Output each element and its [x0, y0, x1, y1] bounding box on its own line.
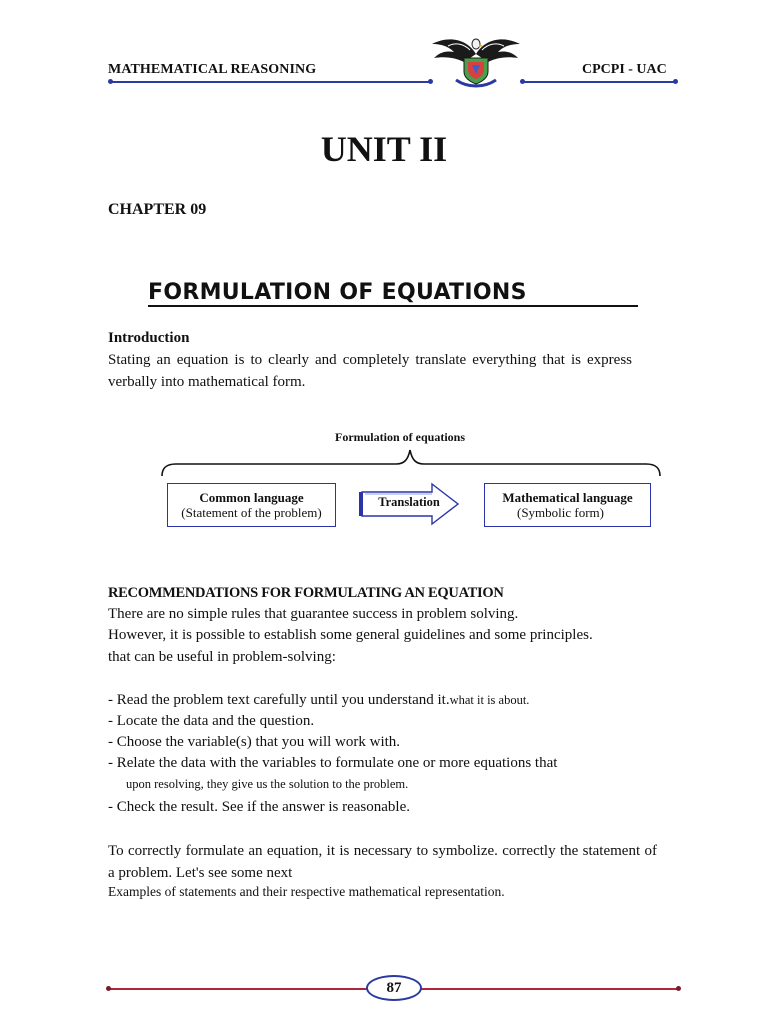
mathematical-language-box [484, 483, 651, 527]
footer-rule-dot [106, 986, 111, 991]
mathematical-language-sublabel: (Symbolic form) [516, 505, 604, 520]
list-item: - Choose the variable(s) that you will work with. [108, 734, 401, 750]
header-right-title: CPCPI - UAC [582, 62, 667, 77]
common-language-label: Common language [199, 490, 304, 505]
page-number: 87 [366, 975, 422, 1001]
common-language-sublabel: (Statement of the problem) [181, 505, 322, 520]
list-item-text: - Read the problem text carefully until you understand it. [108, 692, 450, 708]
chapter-label: CHAPTER 09 [108, 201, 207, 218]
unit-title: UNIT II [320, 129, 448, 169]
diagram-title: Formulation of equations [334, 430, 465, 444]
recommendations-line-1: There are no simple rules that guarantee success in problem solving. [108, 606, 519, 622]
list-item-small-text: what it is about. [449, 693, 530, 707]
mathematical-language-label: Mathematical language [502, 490, 633, 505]
list-item: - Locate the data and the question. [108, 713, 315, 729]
section-title-underline [148, 305, 638, 307]
list-item [108, 692, 529, 709]
introduction-text: Stating an equation is to clearly and completely translate everything that is express verbally into mathematical form. [108, 352, 632, 390]
curly-brace-icon [160, 446, 662, 480]
section-title: FORMULATION OF EQUATIONS [148, 280, 527, 305]
header-rule-dot [673, 79, 678, 84]
header-left-title: MATHEMATICAL REASONING [108, 62, 317, 77]
footer-rule-dot [676, 986, 681, 991]
closing-small-line: Examples of statements and their respective mathematical representation. [108, 884, 505, 899]
introduction-heading: Introduction [108, 330, 190, 346]
list-item: - Check the result. See if the answer is reasonable. [108, 799, 410, 815]
header-rule-left [110, 81, 432, 83]
translation-label: Translation [378, 495, 440, 509]
recommendations-heading: RECOMMENDATIONS FOR FORMULATING AN EQUATION [108, 585, 504, 601]
common-language-box [167, 483, 336, 527]
list-item-continuation: upon resolving, they give us the solution to the problem. [126, 777, 409, 791]
header-rule-right [522, 81, 676, 83]
closing-paragraph: To correctly formulate an equation, it is necessary to symbolize. correctly the statement of a problem. Let's see some next [108, 843, 657, 881]
eagle-emblem-logo [430, 32, 522, 88]
recommendations-line-3: that can be useful in problem-solving: [108, 649, 336, 665]
list-item: - Relate the data with the variables to formulate one or more equations that [108, 755, 558, 771]
header-rule-dot [108, 79, 113, 84]
recommendations-line-2: However, it is possible to establish some general guidelines and some principles. [108, 627, 593, 643]
